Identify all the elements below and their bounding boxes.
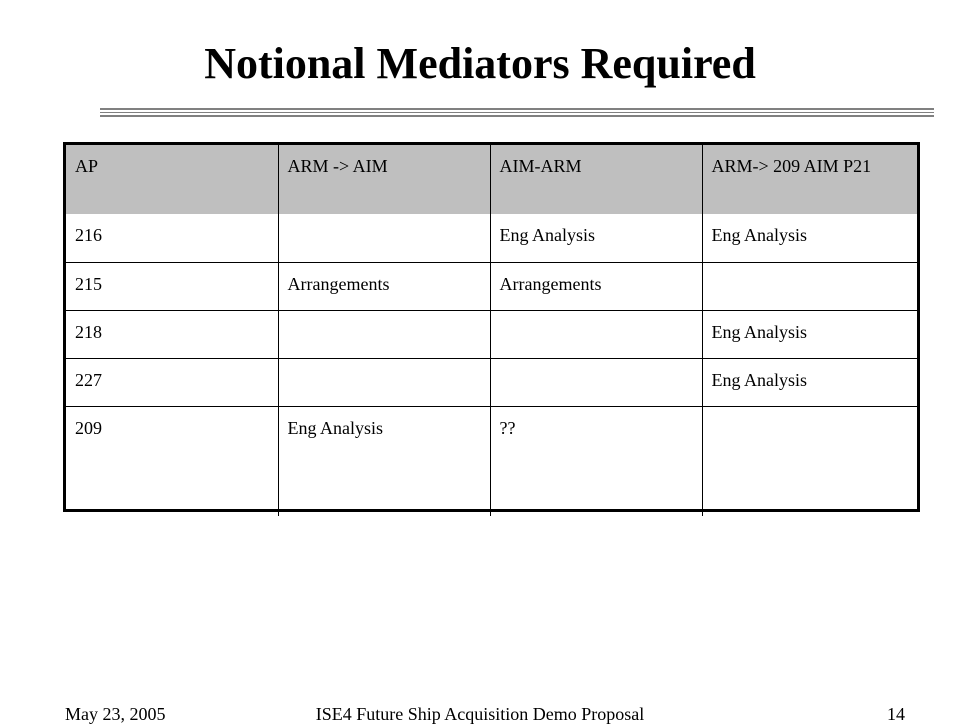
- table-row: [66, 310, 917, 358]
- table-cell: Eng Analysis: [490, 214, 702, 262]
- table-cell: [278, 358, 490, 406]
- table-row: [66, 406, 917, 516]
- footer-presentation-title: ISE4 Future Ship Acquisition Demo Proposal: [315, 704, 645, 724]
- table-cell: [278, 214, 490, 262]
- footer-date: May 23, 2005: [65, 704, 166, 724]
- table-cell: [490, 358, 702, 406]
- table-cell: Eng Analysis: [702, 310, 917, 358]
- table-cell: [278, 310, 490, 358]
- header-cell-arm-to-aim: ARM -> AIM: [278, 145, 490, 214]
- table-row: [66, 214, 917, 262]
- table-cell: Eng Analysis: [702, 214, 917, 262]
- table-cell: 218: [66, 310, 278, 358]
- table-cell: Arrangements: [490, 262, 702, 310]
- title-divider-bottom: [100, 115, 934, 117]
- title-divider-top: [100, 108, 934, 110]
- title-divider-middle: [100, 112, 934, 113]
- header-cell-arm-to-209-aim: ARM-> 209 AIM P21: [702, 145, 917, 214]
- table-cell: 209: [66, 406, 278, 516]
- table-header-row: [66, 145, 917, 214]
- table-row: [66, 358, 917, 406]
- table-cell: [490, 310, 702, 358]
- table-cell: Arrangements: [278, 262, 490, 310]
- table-cell: 227: [66, 358, 278, 406]
- mediators-table: [63, 142, 920, 512]
- table-cell: [702, 406, 917, 516]
- table-cell: Eng Analysis: [278, 406, 490, 516]
- footer-page-number: 14: [887, 704, 905, 724]
- table-cell: 216: [66, 214, 278, 262]
- table-row: [66, 262, 917, 310]
- header-cell-aim-arm: AIM-ARM: [490, 145, 702, 214]
- header-cell-ap: AP: [66, 145, 278, 214]
- table-cell: ??: [490, 406, 702, 516]
- table-cell: 215: [66, 262, 278, 310]
- table-cell: [702, 262, 917, 310]
- table-cell: Eng Analysis: [702, 358, 917, 406]
- slide-title: Notional Mediators Required: [204, 39, 756, 88]
